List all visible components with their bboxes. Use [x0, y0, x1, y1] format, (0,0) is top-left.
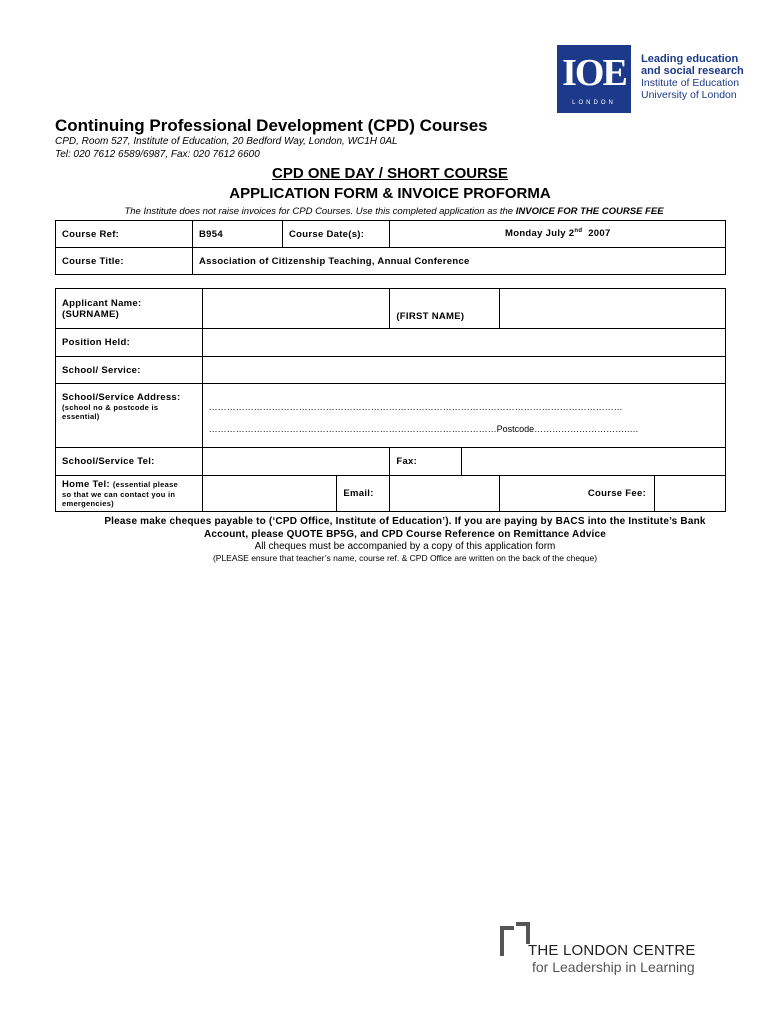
home-tel-field[interactable] [202, 476, 337, 512]
course-date-year: 2007 [582, 228, 611, 240]
position-label: Position Held: [56, 329, 203, 357]
course-ref-row [56, 221, 726, 248]
home-tel-note-1: (essential please [112, 480, 179, 489]
applicant-name-label-1: Applicant Name: [62, 297, 142, 309]
course-date-sup: nd [574, 228, 583, 235]
address-label [56, 384, 203, 448]
address-dots-line2-text: …………………………………………………………………………………… [208, 423, 497, 434]
course-title-row [56, 248, 726, 275]
course-fee-label: Course Fee: [500, 476, 655, 512]
course-title-value: Association of Citizenship Teaching, Annual Conference [193, 248, 726, 275]
applicant-name-row [56, 289, 726, 329]
home-tel-label-text: Home Tel: [62, 479, 110, 490]
ioe-tagline [641, 53, 744, 101]
ioe-logo [557, 45, 744, 113]
london-centre-line1: THE LONDON CENTRE [528, 942, 696, 959]
course-table [55, 220, 726, 275]
form-title-line2: APPLICATION FORM & INVOICE PROFORMA [229, 185, 551, 202]
home-tel-label [56, 476, 203, 512]
address-line: CPD, Room 527, Institute of Education, 20 Bedford Way, London, WC1H 0AL [55, 136, 398, 147]
london-centre-logo [498, 922, 748, 982]
school-row [56, 357, 726, 384]
tel-row [56, 448, 726, 476]
first-name-label: (FIRST NAME) [390, 289, 500, 329]
ioe-mark [557, 45, 631, 113]
invoice-notice-text: The Institute does not raise invoices for CPD Courses. Use this completed application as the [124, 206, 516, 217]
postcode-dots: ………………………….…. [534, 423, 639, 434]
address-row [56, 384, 726, 448]
school-field[interactable] [202, 357, 725, 384]
contact-line: Tel: 020 7612 6589/6987, Fax: 020 7612 6600 [55, 149, 260, 160]
ioe-mark-city: LONDON [572, 100, 616, 106]
applicant-name-label-2: (SURNAME) [62, 308, 120, 320]
applicant-name-label [56, 289, 203, 329]
invoice-notice [55, 206, 733, 217]
surname-field[interactable] [202, 289, 390, 329]
ioe-tagline-line4: University of London [641, 89, 737, 101]
payment-instruction-2: Account, please QUOTE BP5G, and CPD Course Reference on Remittance Advice [203, 529, 607, 540]
first-name-field[interactable] [500, 289, 726, 329]
course-dates-label: Course Date(s): [283, 221, 390, 248]
school-label: School/ Service: [56, 357, 203, 384]
school-tel-field[interactable] [202, 448, 390, 476]
page-title: Continuing Professional Development (CPD) Courses [55, 116, 488, 135]
address-field[interactable] [202, 384, 725, 448]
payment-instruction-1: Please make cheques payable to (‘CPD Office, Institute of Education’). If you are paying by BACS into the Institute’s Bank [104, 516, 706, 527]
payment-instruction-3: All cheques must be accompanied by a copy of this application form [254, 541, 556, 552]
course-ref-value: B954 [193, 221, 283, 248]
address-label-text: School/Service Address: [62, 392, 181, 403]
ioe-mark-letters: IOE [562, 52, 626, 94]
email-label: Email: [337, 476, 390, 512]
fax-field[interactable] [462, 448, 726, 476]
ioe-tagline-line3: Institute of Education [641, 77, 740, 89]
course-date-value [390, 221, 726, 248]
address-dots-line2 [209, 424, 719, 434]
course-fee-field[interactable] [655, 476, 726, 512]
payment-instruction-4: (PLEASE ensure that teacher’s name, course ref. & CPD Office are written on the back of the cheque) [212, 553, 598, 563]
fax-label: Fax: [390, 448, 462, 476]
email-field[interactable] [390, 476, 500, 512]
course-title-label: Course Title: [56, 248, 193, 275]
school-tel-label: School/Service Tel: [56, 448, 203, 476]
position-row [56, 329, 726, 357]
position-field[interactable] [202, 329, 725, 357]
course-date-main: Monday July 2 [505, 228, 575, 240]
home-tel-note-2: so that we can contact you in emergencies) [62, 490, 176, 508]
london-centre-line2: for Leadership in Learning [532, 959, 695, 975]
postcode-label: Postcode [496, 423, 535, 434]
invoice-notice-bold: INVOICE FOR THE COURSE FEE [515, 206, 664, 217]
address-note: (school no & postcode is essential) [62, 403, 159, 421]
ioe-tagline-line2: and social research [641, 65, 744, 77]
applicant-table [55, 288, 726, 512]
ioe-tagline-line1: Leading education [641, 53, 739, 65]
home-tel-row [56, 476, 726, 512]
address-dots-line1: ………………………………………………………………………………………………………………………… [208, 401, 623, 412]
form-title-line1: CPD ONE DAY / SHORT COURSE [272, 165, 508, 182]
course-ref-label: Course Ref: [56, 221, 193, 248]
